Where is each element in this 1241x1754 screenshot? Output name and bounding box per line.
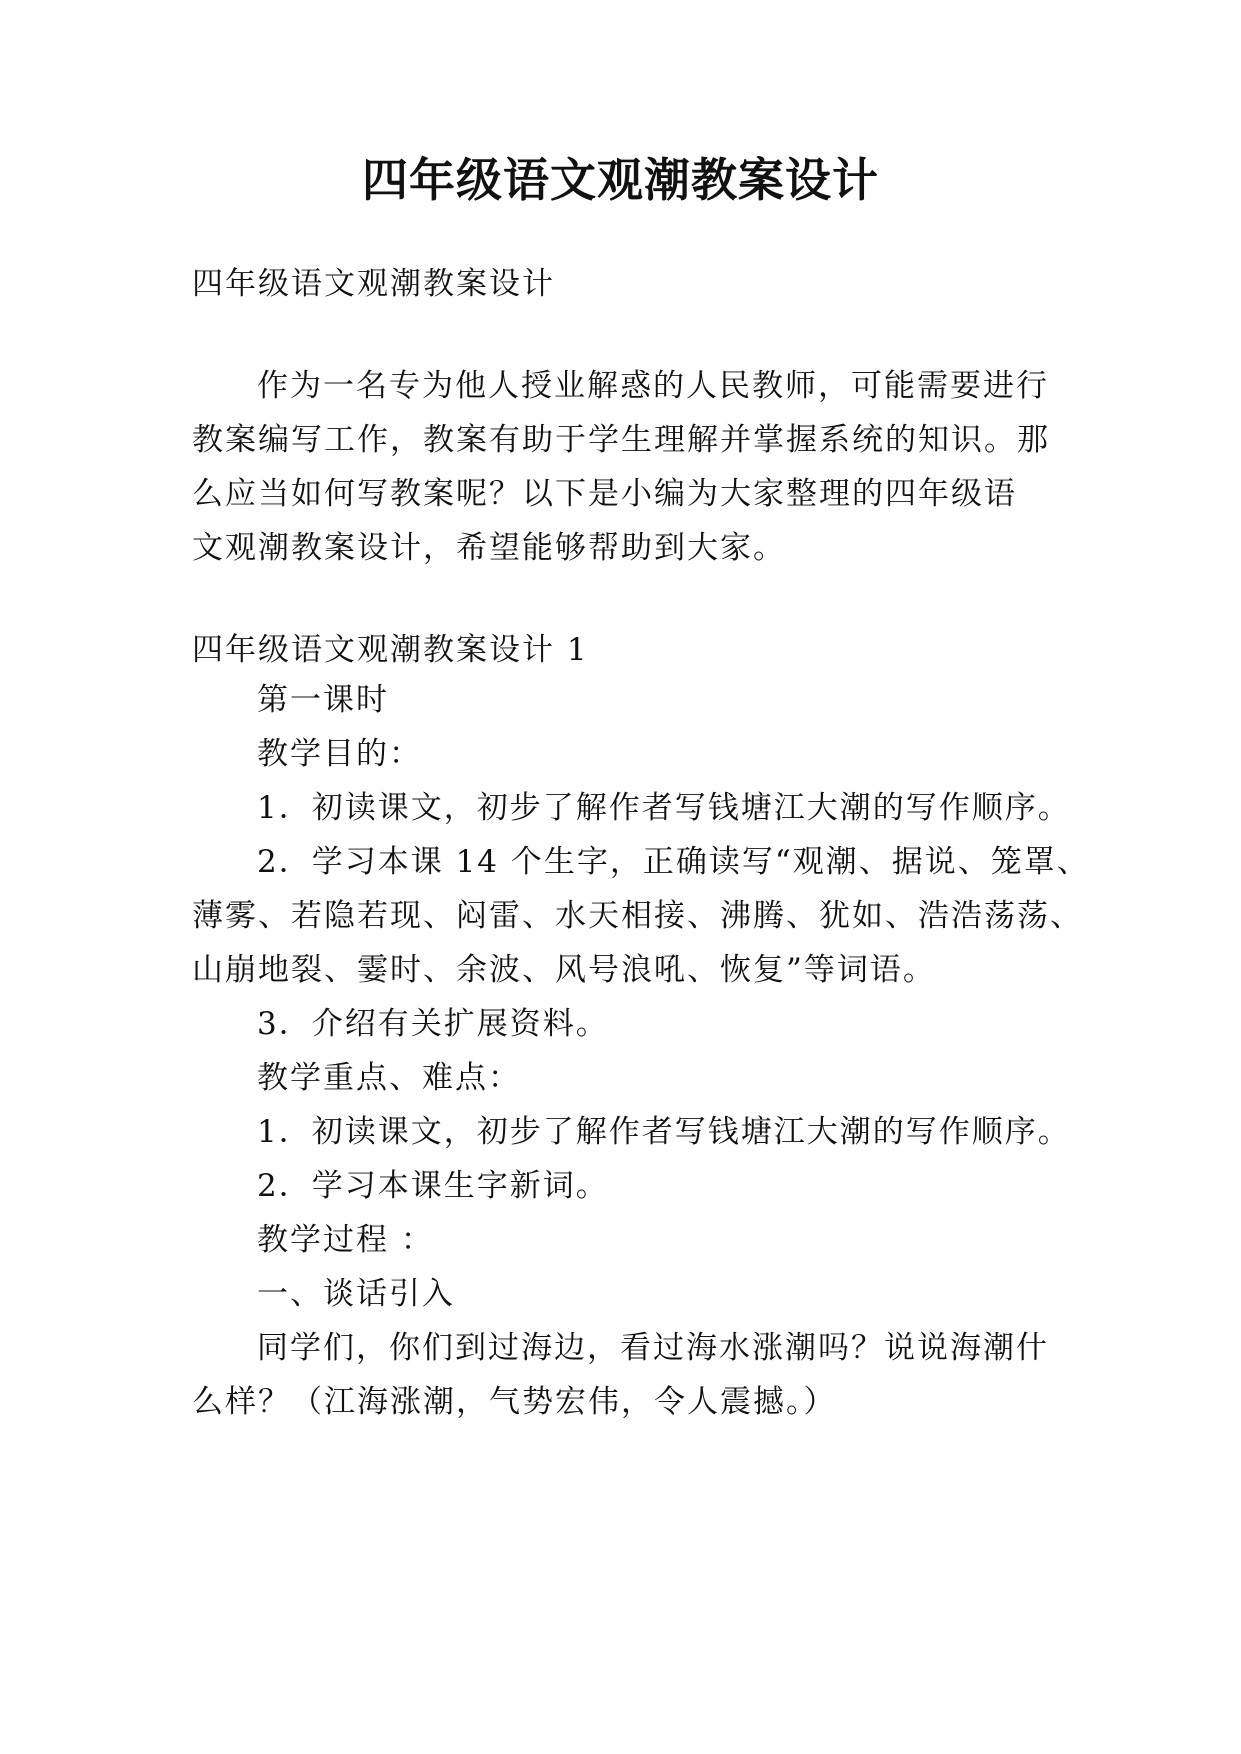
process-heading: 教学过程 ： xyxy=(257,1222,434,1258)
goal-item: 1．初读课文，初步了解作者写钱塘江大潮的写作顺序。 xyxy=(257,790,1071,826)
goal-item: 3．介绍有关扩展资料。 xyxy=(257,1006,609,1042)
goal-item-continued: 山崩地裂、霎时、余波、风号浪吼、恢复”等词语。 xyxy=(192,952,936,988)
intro-line: 文观潮教案设计，希望能够帮助到大家。 xyxy=(192,530,786,566)
section-heading: 四年级语文观潮教案设计 1 xyxy=(192,632,589,668)
lesson-label: 第一课时 xyxy=(257,682,389,718)
key-point-item: 1．初读课文，初步了解作者写钱塘江大潮的写作顺序。 xyxy=(257,1114,1071,1150)
subtitle: 四年级语文观潮教案设计 xyxy=(192,266,555,302)
step-text: 么样？（江海涨潮，气势宏伟，令人震撼。） xyxy=(192,1384,837,1420)
goals-heading: 教学目的： xyxy=(257,736,422,772)
goal-item: 2．学习本课 14 个生字，正确读写“观潮、据说、笼罩、 xyxy=(257,844,1090,880)
key-points-heading: 教学重点、难点： xyxy=(257,1060,521,1096)
goal-item-continued: 薄雾、若隐若现、闷雷、水天相接、沸腾、犹如、浩浩荡荡、 xyxy=(192,898,1083,934)
step-text: 同学们，你们到过海边，看过海水涨潮吗？说说海潮什 xyxy=(257,1330,1049,1366)
step-heading: 一、谈话引入 xyxy=(257,1276,455,1312)
intro-line: 教案编写工作，教案有助于学生理解并掌握系统的知识。那 xyxy=(192,422,1050,458)
key-point-item: 2．学习本课生字新词。 xyxy=(257,1168,609,1204)
intro-line: 么应当如何写教案呢？以下是小编为大家整理的四年级语 xyxy=(192,476,1017,512)
document-title: 四年级语文观潮教案设计 xyxy=(362,153,879,207)
intro-line: 作为一名专为他人授业解惑的人民教师，可能需要进行 xyxy=(257,368,1049,404)
